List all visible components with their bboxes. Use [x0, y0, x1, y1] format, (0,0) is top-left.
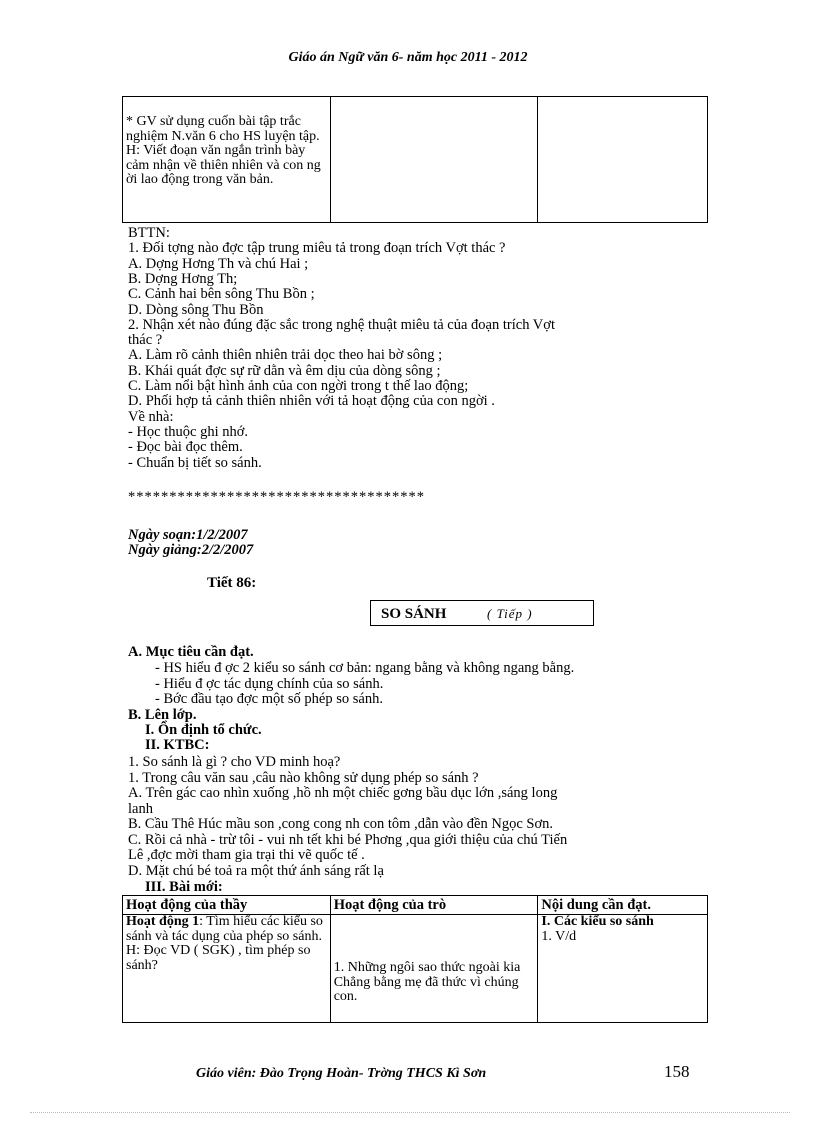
- content-text: 1. V/d: [541, 928, 577, 944]
- ktbc-line-3: A. Trên gác cao nhìn xuống ,hồ nh một chiếc gơng bầu dục lớn ,sáng long: [128, 785, 558, 801]
- table2-content-cell: [538, 915, 708, 1023]
- stars-separator: ************************************: [128, 489, 425, 505]
- body-line-2: 1. Đối tợng nào đợc tập trung miêu tả trong đoạn trích Vợt thác ?: [128, 240, 506, 257]
- table2-header-teacher: Hoạt động của thầy: [123, 896, 331, 915]
- ktbc-line-7: Lê ,đợc mời tham gia trại thi vẽ quốc tế .: [128, 847, 365, 863]
- goal-line-2: - Hiểu đ ợc tác dụng chính của so sánh.: [155, 675, 384, 692]
- ktbc-heading: II. KTBC:: [145, 737, 210, 753]
- table1-col3: [538, 97, 708, 223]
- bai-moi-heading: III. Bài mới:: [145, 879, 223, 895]
- ktbc-line-2: 1. Trong câu văn sau ,câu nào không sử dụng phép so sánh ?: [128, 769, 479, 786]
- student-activity: 1. Những ngôi sao thức ngoài kia Chẳng bằng mẹ đã thức vì chúng con.: [333, 960, 521, 1004]
- lesson-subtitle: ( Tiếp ): [487, 606, 533, 621]
- page-number: 158: [664, 1062, 690, 1081]
- table2-header-student: Hoạt động của trò: [330, 896, 538, 915]
- table1-col2: [330, 97, 538, 223]
- ktbc-line-6: C. Rồi cả nhà - trừ tôi - vui nh tết khi bé Phơng ,qua giới thiệu của chú Tiến: [128, 831, 568, 848]
- body-line-1: BTTN:: [128, 225, 170, 241]
- body-line-16: - Chuẩn bị tiết so sánh.: [128, 454, 262, 471]
- table2-teacher-cell: [123, 915, 331, 1023]
- section-b-heading: B. Lên lớp.: [128, 707, 197, 723]
- ktbc-line-1: 1. So sánh là gì ? cho VD minh hoạ?: [128, 754, 341, 770]
- body-line-8: thác ?: [128, 332, 163, 349]
- activity-table: [122, 895, 708, 1023]
- body-line-4: B. Dợng Hơng Th;: [128, 270, 238, 287]
- table1-col1-text: * GV sử dụng cuốn bài tập trắc nghiệm N.văn 6 cho HS luyện tập. H: Viết đoạn văn ngắn trình bày cảm nhận về thiên nhiên và con ng ời lao động trong văn bản.: [126, 114, 321, 187]
- table2-student-cell: [330, 915, 538, 1023]
- body-line-10: B. Khái quát đợc sự rữ dằn và êm dịu của dòng sông ;: [128, 362, 441, 379]
- body-line-13: Về nhà:: [128, 408, 174, 425]
- table1-col1: [123, 97, 331, 223]
- section-a-heading: A. Mục tiêu cần đạt.: [128, 644, 254, 660]
- table2-header-content: Nội dung cần đạt.: [538, 896, 708, 915]
- body-line-5: C. Cảnh hai bên sông Thu Bồn ;: [128, 286, 315, 303]
- ktbc-line-4: lanh: [128, 800, 153, 817]
- content-title: I. Các kiểu so sánh: [541, 914, 654, 929]
- activity-table-continued: [122, 96, 708, 223]
- goal-line-1: - HS hiểu đ ợc 2 kiểu so sánh cơ bản: ngang bằng và không ngang bằng.: [155, 660, 575, 676]
- teacher-activity: Hoạt động 1: Tìm hiểu các kiểu so sánh và tác dụng của phép so sánh. H: Đọc VD ( SGK) , tìm phép so sánh?: [126, 914, 323, 973]
- tiet-label: Tiết 86:: [207, 575, 257, 591]
- body-line-14: - Học thuộc ghi nhớ.: [128, 423, 249, 440]
- footer-teacher: Giáo viên: Đào Trọng Hoàn- Trờng THCS Kì Sơn: [196, 1066, 487, 1081]
- body-line-11: C. Làm nổi bật hình ảnh của con ngời trong t thế lao động;: [128, 378, 469, 394]
- body-line-9: A. Làm rõ cảnh thiên nhiên trải dọc theo hai bờ sông ;: [128, 347, 443, 364]
- page-header: Giáo án Ngữ văn 6- năm học 2011 - 2012: [288, 50, 528, 65]
- on-dinh-heading: I. Ổn định tổ chức.: [145, 722, 262, 738]
- footer-divider: [30, 1112, 790, 1113]
- body-line-12: D. Phối hợp tả cảnh thiên nhiên với tả hoạt động của con ngời .: [128, 393, 495, 410]
- body-line-15: - Đọc bài đọc thêm.: [128, 439, 243, 456]
- ngay-soan: Ngày soạn:1/2/2007: [128, 527, 248, 543]
- body-line-6: D. Dòng sông Thu Bồn: [128, 301, 264, 318]
- lesson-title: SO SÁNH: [381, 606, 447, 622]
- ngay-giang: Ngày giảng:2/2/2007: [128, 542, 254, 558]
- body-line-7: 2. Nhận xét nào đúng đặc sắc trong nghệ thuật miêu tả của đoạn trích Vợt: [128, 316, 555, 333]
- ktbc-line-8: D. Mặt chú bé toả ra một thứ ánh sáng rất lạ: [128, 862, 384, 879]
- ktbc-line-5: B. Cầu Thê Húc mầu son ,cong cong nh con tôm ,dẫn vào đền Ngọc Sơn.: [128, 816, 554, 832]
- goal-line-3: - Bớc đầu tạo đợc một số phép so sánh.: [155, 691, 383, 707]
- body-line-3: A. Dợng Hơng Th và chú Hai ;: [128, 255, 309, 272]
